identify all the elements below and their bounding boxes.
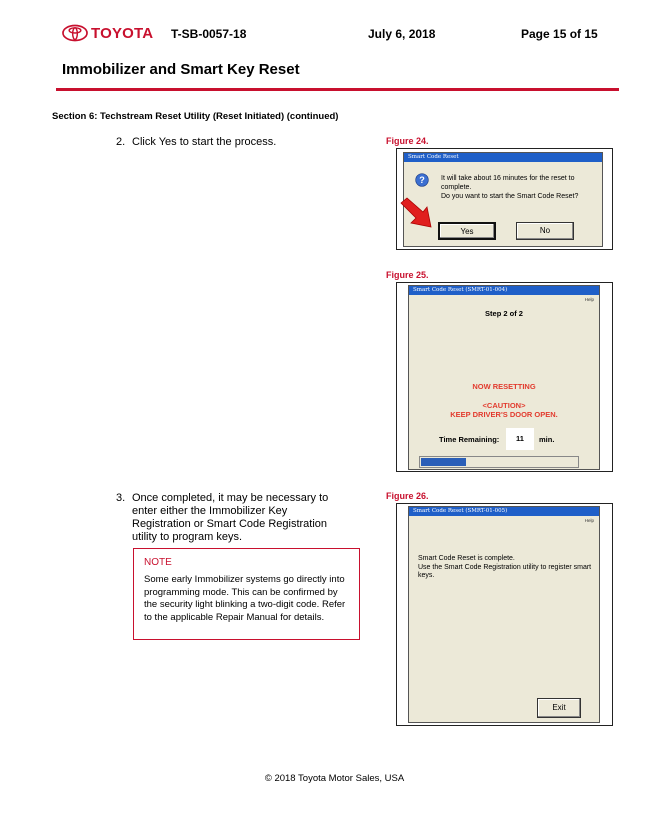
question-icon — [415, 173, 429, 187]
page-title: Immobilizer and Smart Key Reset — [62, 61, 300, 78]
figure-25 — [396, 282, 613, 472]
smart-code-reset-window — [408, 285, 600, 470]
time-remaining-label: Time Remaining: — [439, 435, 500, 444]
figure-26-label: Figure 26. — [386, 491, 429, 501]
document-id: T-SB-0057-18 — [171, 27, 247, 41]
note-body: Some early Immobilizer systems go directly into programming mode. This can be confirmed by the security light blinking a two-digit code. Refer to the applicable Repair Manual for details. — [144, 574, 346, 623]
time-unit: min. — [539, 435, 555, 444]
progress-fill — [421, 458, 466, 466]
completion-message: Smart Code Reset is complete. Use the Smart Code Registration utility to register smart keys. — [418, 555, 592, 579]
progress-bar — [419, 456, 579, 468]
help-menu[interactable]: Help — [584, 297, 594, 302]
page-number: Page 15 of 15 — [521, 27, 598, 41]
figure-24-label: Figure 24. — [386, 136, 429, 146]
section-heading: Section 6: Techstream Reset Utility (Reset Initiated) (continued) — [52, 111, 339, 122]
figure-26 — [396, 503, 613, 726]
step-number: 2. — [116, 136, 126, 148]
dialog-message: It will take about 16 minutes for the reset to complete. Do you want to start the Smart Code Reset? — [441, 175, 579, 200]
no-button[interactable]: No — [516, 222, 574, 240]
figure-24 — [396, 148, 613, 250]
step-text: Once completed, it may be necessary to enter either the Immobilizer Key Registration or Smart Code Registration utility to program keys. — [132, 492, 329, 543]
red-arrow-pointer-icon — [399, 197, 435, 229]
caution-heading: <CAUTION> — [482, 401, 526, 410]
brand-name: TOYOTA — [91, 24, 154, 42]
dialog-title: Smart Code Reset — [404, 153, 602, 162]
title-divider — [56, 88, 619, 91]
document-date: July 6, 2018 — [368, 27, 436, 41]
time-remaining-value: 11 — [506, 428, 534, 450]
figure-25-label: Figure 25. — [386, 270, 429, 280]
window-title: Smart Code Reset (SMRT-01-004) — [409, 286, 599, 295]
caution-text: KEEP DRIVER'S DOOR OPEN. — [450, 410, 558, 419]
svg-text:?: ? — [419, 175, 425, 186]
step-number: 3. — [116, 492, 126, 504]
toyota-logo — [62, 24, 153, 42]
smart-code-reset-window — [408, 506, 600, 723]
yes-button[interactable]: Yes — [438, 222, 496, 240]
copyright-footer: © 2018 Toyota Motor Sales, USA — [264, 773, 405, 784]
toyota-emblem-icon — [62, 24, 88, 42]
exit-button[interactable]: Exit — [537, 698, 581, 718]
status-text: NOW RESETTING — [472, 382, 536, 391]
step-indicator: Step 2 of 2 — [485, 309, 523, 318]
window-title: Smart Code Reset (SMRT-01-005) — [409, 507, 599, 516]
page-header — [0, 22, 669, 50]
note-box — [133, 548, 360, 640]
help-menu[interactable]: Help — [584, 518, 594, 523]
step-text: Click Yes to start the process. — [132, 136, 277, 148]
note-title: NOTE — [144, 557, 172, 568]
